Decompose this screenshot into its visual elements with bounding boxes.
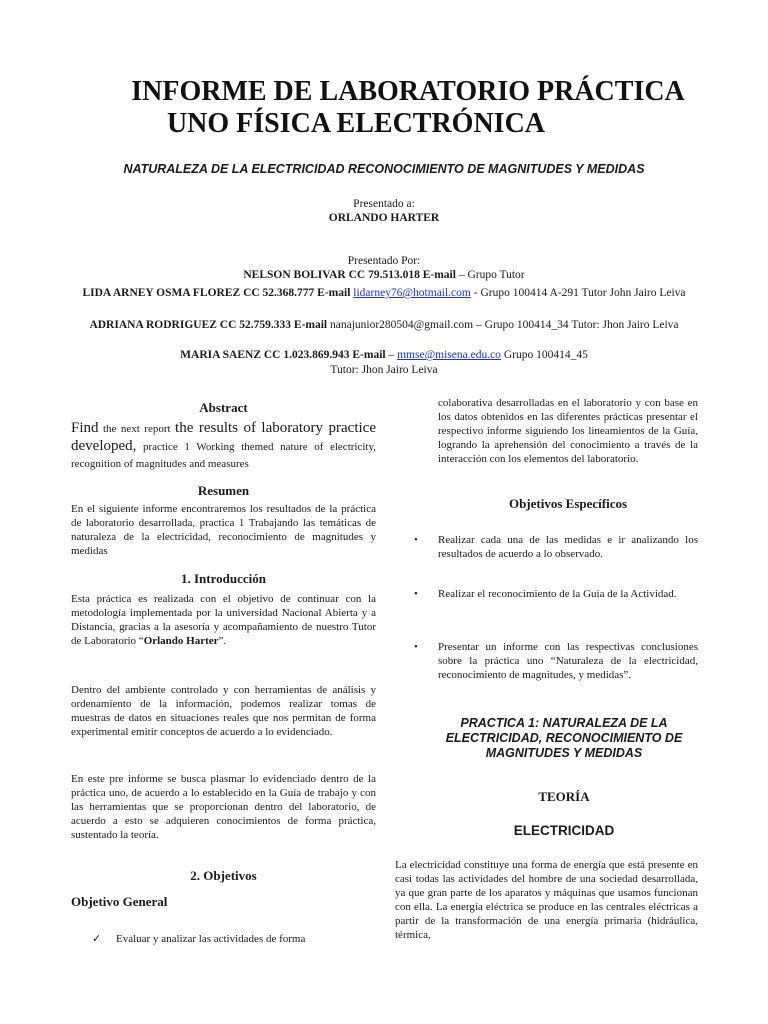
- author-id: NELSON BOLIVAR CC 79.513.018 E-mail: [243, 269, 456, 281]
- author-id: ADRIANA RODRIGUEZ CC 52.759.333 E-mail: [89, 319, 328, 331]
- general-objective-item: [92, 932, 376, 946]
- abstract-find: Find: [71, 420, 99, 436]
- resumen-body: En el siguiente informe encontraremos los resultados de la práctica de laboratorio desarrollada, practica 1 Trabajando las temáticas de naturaleza de la electricidad, reconocimiento de magnitudes y medidas: [71, 503, 376, 557]
- author-email-link[interactable]: lidarney76@hotmail.com: [353, 287, 471, 299]
- document-subtitle: NATURALEZA DE LA ELECTRICIDAD RECONOCIMIENTO DE MAGNITUDES Y MEDIDAS: [123, 162, 645, 176]
- resumen-heading: Resumen: [197, 483, 250, 498]
- final-tutor-line: Tutor: Jhon Jairo Leiva: [330, 364, 438, 376]
- objetivos-especificos-heading: Objetivos Específicos: [508, 496, 628, 511]
- intro-p1-text: Esta práctica es realizada con el objetivo de continuar con la metodología implementada por la universidad Nacional Abierta y a Distancia, gracias a la asesoría y acompañamiento de nuestro Tutor de Laboratorio “: [71, 593, 376, 647]
- author-id: MARIA SAENZ CC 1.023.869.943 E-mail: [180, 349, 386, 361]
- specific-objective-item: [414, 533, 698, 561]
- author-line: MARIA SAENZ CC 1.023.869.943 E-mail – mmse@misena.edu.co Grupo 100414_45: [180, 349, 588, 361]
- specific-objective-item: [414, 640, 698, 682]
- author-email: nanajunior280504@gmail.com: [330, 319, 474, 331]
- author-details: – Grupo Tutor: [455, 269, 525, 281]
- intro-paragraph-2: Dentro del ambiente controlado y con herramientas de análisis y ordenamiento de la información, podemos realizar tomas de muestras de datos en situaciones reales que nos permitan de forma experimental emitir conceptos de acuerdo a lo evidenciado.: [71, 684, 376, 738]
- author-details: - Grupo 100414 A-291 Tutor John Jairo Leiva: [470, 287, 686, 299]
- practica-heading: PRACTICA 1: NATURALEZA DE LA ELECTRICIDAD, RECONOCIMIENTO DE MAGNITUDES Y MEDIDAS: [445, 716, 683, 760]
- abstract-rest: practice 1 Working themed nature of electricity, recognition of magnitudes and measures: [71, 441, 376, 470]
- document-title: [0, 76, 768, 140]
- intro-p1-end: ”.: [218, 635, 227, 647]
- objective-continuation: colaborativa desarrolladas en el laboratorio y con base en los datos obtenidos en las diferentes prácticas presentar el respectivo informe siguiendo los lineamientos de la Guía, logrando la aprehensión del conocimiento a través de la interacción con los elementos del laboratorio.: [438, 397, 698, 465]
- intro-p1-tutor-name: Orlando Harter: [143, 635, 219, 647]
- electricidad-body: La electricidad constituye una forma de energía que está presente en casi todas las actividades del hombre de una sociedad desarrollada, ya que gran parte de los aparatos y máquinas que usamos funcionan con ella. La energía eléctrica se produce en las centrales eléctricas a partir de la transformación de una energía primaria (hidráulica, térmica,: [395, 859, 698, 941]
- author-details: Grupo 100414_45: [500, 349, 588, 361]
- teoria-heading: TEORÍA: [538, 789, 590, 804]
- abstract-body: [71, 420, 376, 473]
- intro-paragraph-3: En este pre informe se busca plasmar lo evidenciado dentro de la práctica uno, de acuerdo a lo establecido en la Guía de trabajo y con las herramientas que se proporcionan dentro del laboratorio, de acuerdo a esto se adquieren conocimientos de forma práctica, sustentado la teoría.: [71, 773, 376, 841]
- objetivos-heading: 2. Objetivos: [190, 868, 257, 883]
- author-email-link[interactable]: mmse@misena.edu.co: [397, 349, 501, 361]
- author-details: – Grupo 100414_34 Tutor: Jhon Jairo Leiva: [473, 319, 679, 331]
- objetivo-general-heading: Objetivo General: [71, 894, 168, 909]
- abstract-next: the next report: [98, 423, 176, 435]
- author-id: LIDA ARNEY OSMA FLOREZ CC 52.368.777 E-mail: [82, 287, 351, 299]
- presented-by-label: Presentado Por:: [347, 255, 421, 267]
- bullet-icon: •: [414, 641, 418, 653]
- bullet-icon: •: [414, 534, 418, 546]
- electricidad-heading: ELECTRICIDAD: [513, 823, 615, 838]
- specific-objective-text: Presentar un informe con las respectivas conclusiones sobre la práctica uno “Naturaleza de la electricidad, reconocimiento de magnitudes, y medidas”.: [438, 641, 698, 681]
- presented-to-name: ORLANDO HARTER: [328, 212, 440, 224]
- specific-objective-item: [414, 587, 698, 601]
- specific-objective-text: Realizar cada una de las medidas e ir analizando los resultados de acuerdo a lo observado.: [438, 534, 698, 560]
- title-line-1: INFORME DE LABORATORIO PRÁCTICA: [131, 76, 685, 107]
- intro-heading: 1. Introducción: [181, 571, 266, 586]
- author-line: [60, 318, 708, 333]
- title-line-2: UNO FÍSICA ELECTRÓNICA: [166, 108, 546, 139]
- general-objective-text: Evaluar y analizar las actividades de forma: [116, 933, 306, 945]
- author-line: [60, 268, 708, 283]
- bullet-icon: •: [414, 588, 418, 600]
- specific-objective-text: Realizar el reconocimiento de la Guia de la Actividad.: [438, 588, 677, 600]
- author-line: [60, 286, 708, 301]
- presented-to-label: Presentado a:: [353, 198, 415, 210]
- abstract-results: the results of laboratory practice developed,: [71, 420, 376, 454]
- abstract-heading: Abstract: [199, 400, 248, 415]
- intro-paragraph-1: [71, 592, 376, 648]
- checkmark-icon: ✓: [92, 933, 102, 945]
